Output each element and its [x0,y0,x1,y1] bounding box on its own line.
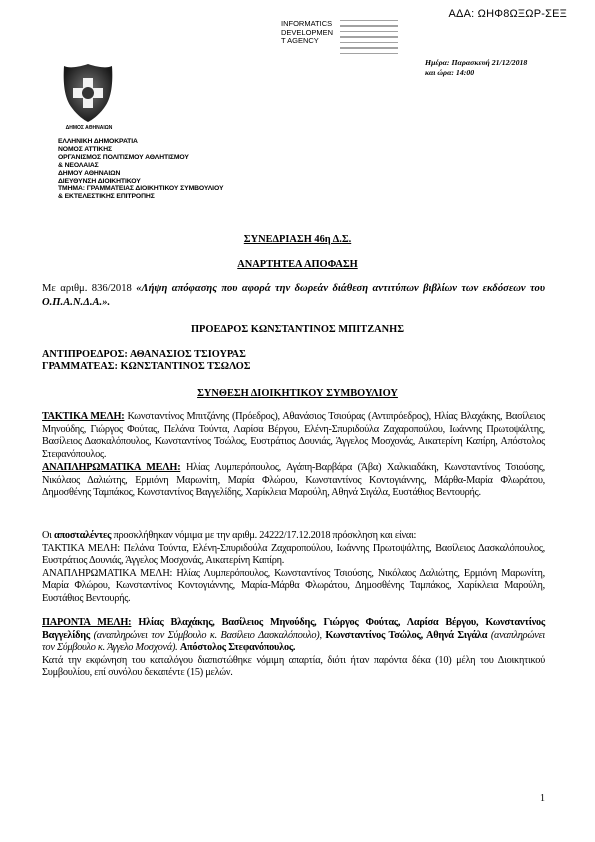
decision-subject-paragraph [42,282,545,310]
invited-substitute: ΑΝΑΠΛΗΡΩΜΑΤΙΚΑ ΜΕΛΗ: Ηλίας Λυμπερόπουλος, Κωνσταντίνος Τσιούσης, Νικόλαος Δαλιώτης, Ερμιόνη Μαρωνίτη, Μαρία Φλώρου, Κωνσταντίνος Κοντογιάννης, Μαρία-Μάρθα Φλωράτου, Δημοσθένης Ταμπάκος, Χαρίκλεια Μαρούλη, Ευστάθιος Βεντουρής. [42,567,545,604]
regular-members-label: ΤΑΚΤΙΚΑ ΜΕΛΗ: [42,411,125,422]
present-members-part1: Ηλίας Βλαχάκης, Βασίλειος Μηνούδης, Γιώργος Φούτας, Λαρίσα Βέργου, Κωνσταντίνος Βαγγελίδης [42,617,545,641]
session-title: ΣΥΝΕΔΡΙΑΣΗ 46η Δ.Σ. [243,234,352,245]
letterhead-line: ΤΜΗΜΑ: ΓΡΑΜΜΑΤΕΙΑΣ ΔΙΟΙΚΗΤΙΚΟΥ ΣΥΜΒΟΥΛΙΟΥ [58,185,224,193]
president-line: ΠΡΟΕΔΡΟΣ ΚΩΝΣΤΑΝΤΙΝΟΣ ΜΠΙΤΖΑΝΗΣ [190,324,405,335]
present-members-note1: (αναπληρώνει τον Σύμβουλο κ. Βασίλειο Δασκαλόπουλο), [93,629,322,641]
present-members-note2: (αναπληρώνει τον Σύμβουλο κ. Άγγελο Μοσχονά). [42,629,546,654]
regular-members-paragraph [42,411,545,461]
substitute-members-label: ΑΝΑΠΛΗΡΩΜΑΤΙΚΑ ΜΕΛΗ: [42,462,181,473]
page-number: 1 [540,793,545,804]
letterhead-line: & ΕΚΤΕΛΕΣΤΙΚΗΣ ΕΠΙΤΡΟΠΗΣ [58,193,155,201]
meeting-time: και ώρα: 14:00 [425,68,475,77]
present-members-paragraph [42,617,545,680]
decision-number: Με αριθμ. 836/2018 [42,283,132,294]
secretary-line: ΓΡΑΜΜΑΤΕΑΣ: ΚΩΝΣΤΑΝΤΙΝΟΣ ΤΣΩΛΟΣ [42,361,251,372]
present-members-label: ΠΑΡΟΝΤΑ ΜΕΛΗ: [42,617,132,628]
vice-president-line: ΑΝΤΙΠΡΟΕΔΡΟΣ: ΑΘΑΝΑΣΙΟΣ ΤΣΙΟΥΡΑΣ [42,349,246,360]
present-members-part3: Απόστολος Στεφανόπουλος. [179,642,296,654]
invited-regular: ΤΑΚΤΙΚΑ ΜΕΛΗ: Πελάνα Τούντα, Ελένη-Σπυριδούλα Ζαχαροπούλου, Ιωάννης Πρωτοψάλτης, Βασίλειος Δασκαλόπουλος, Ευστράτιος Δουνιάς, Άγγελος Μοσχονάς, Αικατερίνη Καπίρη. [42,542,545,567]
info-line: T AGENCY [281,36,319,45]
invited-prefix: Οι [42,530,52,541]
invited-members-paragraph [42,530,545,606]
meeting-date: Ημέρα: Παρασκευή 21/12/2018 [425,58,528,67]
municipality-logo-icon [58,62,118,124]
letterhead-line: ΕΛΛΗΝΙΚΗ ΔΗΜΟΚΡΑΤΙΑ [58,138,138,145]
info-line: DEVELOPMEN [281,27,334,37]
board-title: ΣΥΝΘΕΣΗ ΔΙΟΙΚΗΤΙΚΟΥ ΣΥΜΒΟΥΛΙΟΥ [197,388,398,399]
letterhead-line: ΝΟΜΟΣ ΑΤΤΙΚΗΣ [58,145,112,153]
substitute-members-text: Ηλίας Λυμπερόπουλος, Αγάπη-Βαρβάρα (Άβα) Χαλκιαδάκη, Κωνσταντίνος Τσιούσης, Νικόλαος Δαλιώτης, Ερμιόνη Μαρωνίτη, Μαρία Φλώρου, Κωνσταντίνος Κοντογιάννης, Μάρθα-Μαρία Φλωράτου, Δημοσθένης Ταμπάκος, Κωνσταντίνος Βαγγελίδης, Χαρίκλεια Μαρούλη, Αθηνά Σιγάλα, Ευστάθιος Βεντουρής. [42,462,545,499]
decision-title: ΑΝΑΡΤΗΤΕΑ ΑΠΟΦΑΣΗ [237,259,358,270]
letterhead [58,138,223,201]
date-block [425,58,527,78]
signature-lines [340,20,398,58]
info-agency-label [281,20,333,46]
info-line: INFORMATICS [281,19,333,28]
invited-bold: αποσταλέντες [54,530,112,541]
invited-rest: προσκλήθηκαν νόμιμα με την αριθμ. 24222/17.12.2018 πρόσκληση και είναι: [113,530,417,541]
quorum-text: Κατά την εκφώνηση του καταλόγου διαπιστώθηκε νόμιμη απαρτία, διότι ήταν παρόντα δέκα (10) μέλη του Διοικητικού Συμβουλίου, επί συνόλου δεκαπέντε (15) μελών. [42,654,545,679]
letterhead-line: ΔΙΕΥΘΥΝΣΗ ΔΙΟΙΚΗΤΙΚΟΥ [58,177,141,185]
letterhead-line: ΔΗΜΟΥ ΑΘΗΝΑΙΩΝ [58,169,121,177]
logo-caption: ΔΗΜΟΣ ΑΘΗΝΑΙΩΝ [65,125,113,131]
officers-block [42,349,545,373]
regular-members-text: Κωνσταντίνος Μπιτζάνης (Πρόεδρος), Αθανάσιος Τσιούρας (Αντιπρόεδρος), Ηλίας Βλαχάκης, Βασίλειος Μηνούδης, Γιώργος Φούτας, Πελάνα Τούντα, Λαρίσα Βέργου, Ελένη-Σπυριδούλα Ζαχαροπούλου, Ιωάννης Πρωτοψάλτης, Βασίλειος Δασκαλόπουλος, Κωνσταντίνος Τσώλος, Ευστράτιος Δουνιάς, Άγγελος Μοσχονάς, Αικατερίνη Καπίρη, Απόστολος Στεφανόπουλος. [42,411,546,460]
letterhead-line: & ΝΕΟΛΑΙΑΣ [58,161,99,169]
decision-subject: «Λήψη απόφασης που αφορά την δωρεάν διάθεση αντιτύπων βιβλίων των εκδόσεων του Ο.Π.Α.Ν.Δ.Α.». [42,283,546,308]
letterhead-line: ΟΡΓΑΝΙΣΜΟΣ ΠΟΛΙΤΙΣΜΟΥ ΑΘΛΗΤΙΣΜΟΥ [58,153,189,161]
present-members-part2: Κωνσταντίνος Τσώλος, Αθηνά Σιγάλα [325,629,488,641]
substitute-members-paragraph [42,462,545,500]
ada-code: ΑΔΑ: ΩΗΦ8ΩΞΩΡ-ΣΕΞ [448,8,567,20]
